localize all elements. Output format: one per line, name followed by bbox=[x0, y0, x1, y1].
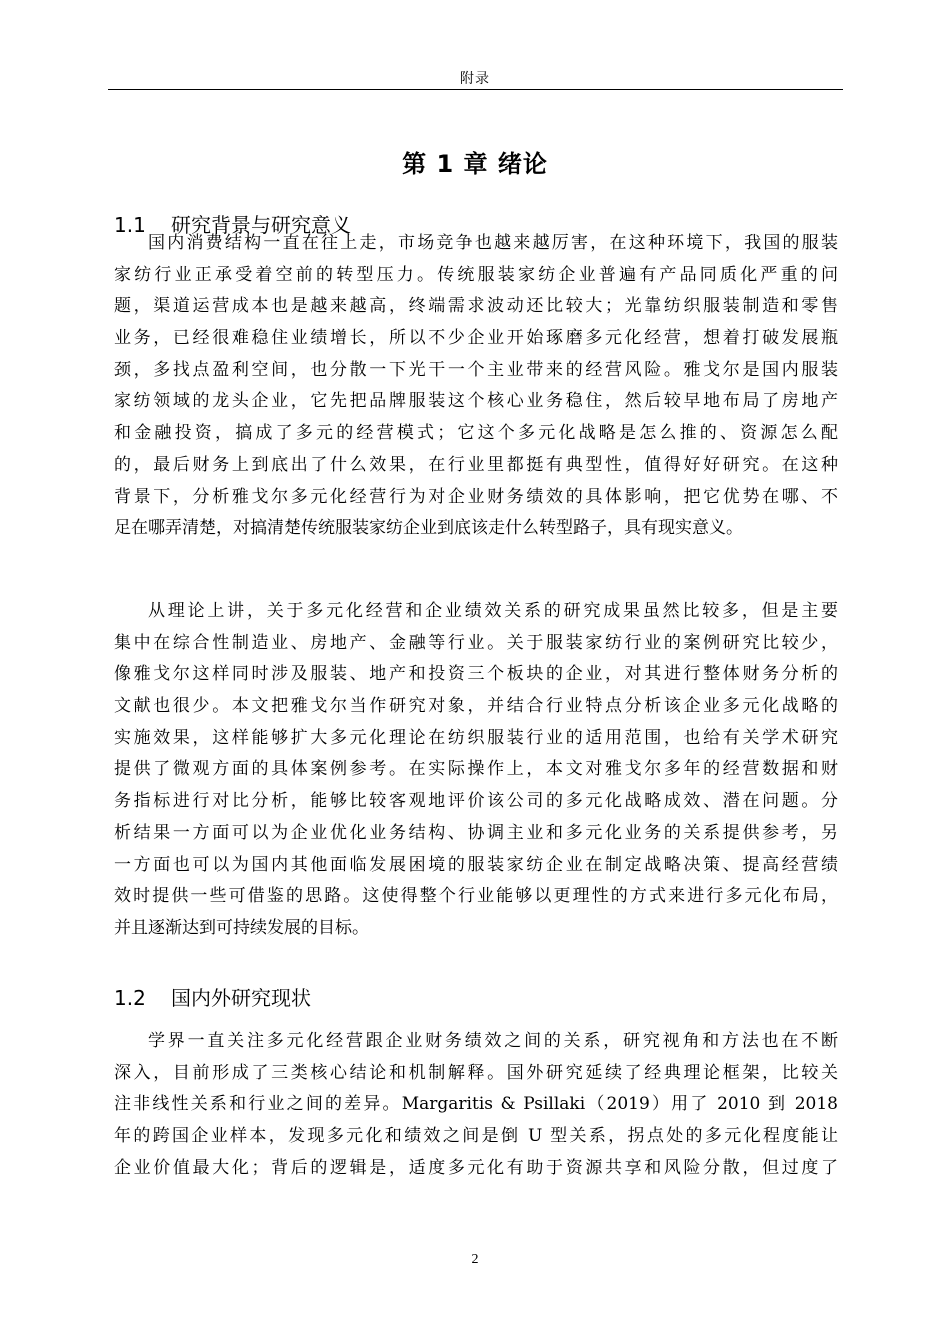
section-number: 1.2 bbox=[114, 986, 146, 1010]
running-header: 附录 bbox=[460, 71, 490, 87]
paragraph-significance bbox=[114, 596, 838, 945]
text-line: 国内消费结构一直在往上走，市场竞争也越来越厉害，在这种环境下，我国的服装 bbox=[148, 233, 838, 253]
page-number: 2 bbox=[471, 1252, 479, 1267]
section-title: 研究背景与研究意义 bbox=[171, 213, 351, 237]
header-rule bbox=[108, 89, 843, 90]
text-line: 企业价值最大化；背后的逻辑是，适度多元化有助于资源共享和风险分散，但过度了 bbox=[114, 1157, 838, 1178]
section-number: 1.1 bbox=[114, 213, 146, 237]
text-line: 背景下，分析雅戈尔多元化经营行为对企业财务绩效的具体影响，把它优势在哪、不 bbox=[114, 486, 838, 507]
section-title: 国内外研究现状 bbox=[171, 986, 311, 1010]
text-line: 年的跨国企业样本，发现多元化和绩效之间是倒 U 型关系，拐点处的多元化程度能让 bbox=[114, 1126, 838, 1147]
text-line: 文献也很少。本文把雅戈尔当作研究对象，并结合行业特点分析该企业多元化战略的 bbox=[114, 696, 838, 717]
text-line: 实施效果，这样能够扩大多元化理论在纺织服装行业的适用范围，也给有关学术研究 bbox=[114, 727, 838, 748]
paragraph-research-status bbox=[114, 1026, 838, 1184]
text-line: 家纺领域的龙头企业，它先把品牌服装这个核心业务稳住，然后较早地布局了房地产 bbox=[114, 391, 838, 412]
text-line: 家纺行业正承受着空前的转型压力。传统服装家纺企业普遍有产品同质化严重的问 bbox=[114, 264, 838, 285]
text-line: 颈，多找点盈利空间，也分散一下光干一个主业带来的经营风险。雅戈尔是国内服装 bbox=[114, 359, 838, 380]
text-line: 从理论上讲，关于多元化经营和企业绩效关系的研究成果虽然比较多，但是主要 bbox=[148, 601, 838, 621]
text-line: 题，渠道运营成本也是越来越高，终端需求波动还比较大；光靠纺织服装制造和零售 bbox=[114, 296, 838, 317]
text-line: 深入，目前形成了三类核心结论和机制解释。国外研究延续了经典理论框架，比较关 bbox=[114, 1062, 838, 1083]
text-line: 足在哪弄清楚，对搞清楚传统服装家纺企业到底该走什么转型路子，具有现实意义。 bbox=[114, 518, 743, 539]
text-line: 和金融投资，搞成了多元的经营模式；它这个多元化战略是怎么推的、资源怎么配 bbox=[114, 423, 838, 444]
text-line: 提供了微观方面的具体案例参考。在实际操作上，本文对雅戈尔多年的经营数据和财 bbox=[114, 759, 838, 780]
text-line: 学界一直关注多元化经营跟企业财务绩效之间的关系，研究视角和方法也在不断 bbox=[148, 1031, 838, 1051]
text-line: 集中在综合性制造业、房地产、金融等行业。关于服装家纺行业的案例研究比较少， bbox=[114, 632, 838, 653]
text-line: 务指标进行对比分析，能够比较客观地评价该公司的多元化战略成效、潜在问题。分 bbox=[114, 791, 838, 812]
text-line: 业务，已经很难稳住业绩增长，所以不少企业开始琢磨多元化经营，想着打破发展瓶 bbox=[114, 328, 838, 349]
text-line: 一方面也可以为国内其他面临发展困境的服装家纺企业在制定战略决策、提高经营绩 bbox=[114, 854, 838, 875]
text-line: 析结果一方面可以为企业优化业务结构、协调主业和多元化业务的关系提供参考，另 bbox=[114, 822, 838, 843]
text-line: 并且逐渐达到可持续发展的目标。 bbox=[114, 917, 369, 938]
paragraph-background bbox=[114, 228, 838, 545]
text-line: 注非线性关系和行业之间的差异。Margaritis & Psillaki（2019）用了 2010 到 2018 bbox=[114, 1094, 838, 1115]
text-line: 像雅戈尔这样同时涉及服装、地产和投资三个板块的企业，对其进行整体财务分析的 bbox=[114, 664, 838, 685]
text-line: 效时提供一些可借鉴的思路。这使得整个行业能够以更理性的方式来进行多元化布局， bbox=[114, 886, 838, 907]
section-heading-1-2 bbox=[114, 981, 311, 1015]
chapter-title: 第 1 章 绪论 bbox=[402, 150, 548, 178]
text-line: 的，最后财务上到底出了什么效果，在行业里都挺有典型性，值得好好研究。在这种 bbox=[114, 454, 838, 475]
